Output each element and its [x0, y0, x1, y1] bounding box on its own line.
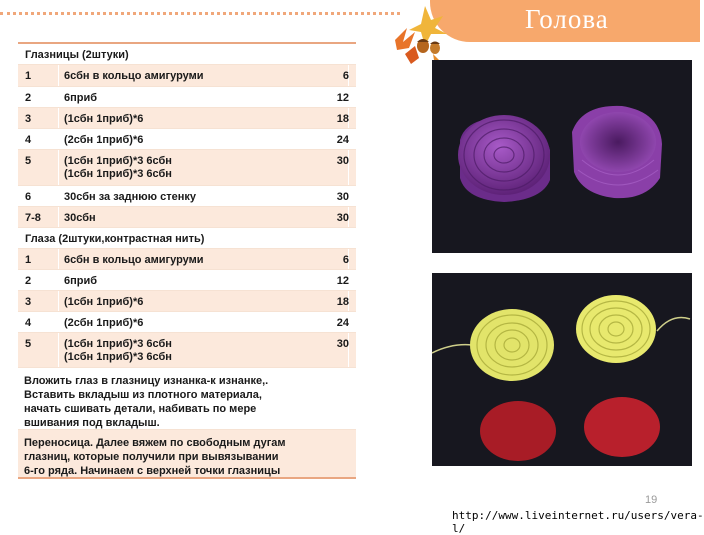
- table-bottom-border: [18, 477, 356, 479]
- table-row: 7-8 30сбн 30: [18, 206, 356, 227]
- instruction-assembly: Вложить глаз в глазницу изнанка-к изнанке,. Вставить вкладыш из плотного материала, начать сшивать детали, набивать по мере вшивания под вкладыш.: [18, 367, 356, 429]
- table-row: 3 (1сбн 1приб)*6 18: [18, 107, 356, 128]
- table-row: 2 6приб 12: [18, 86, 356, 107]
- pattern-table: [18, 42, 356, 478]
- section-header-eyes: Глаза (2штуки,контрастная нить): [18, 227, 356, 248]
- table-row: 5 (1сбн 1приб)*3 6сбн (1сбн 1приб)*3 6сбн 30: [18, 332, 356, 367]
- decorative-dotted-line: [0, 12, 400, 15]
- photo-eye-sockets: [432, 60, 692, 253]
- instruction-bridge: Переносица. Далее вяжем по свободным дугам глазниц, которые получили при вывязывании 6-го ряда. Начинаем с верхней точки глазницы: [18, 429, 356, 478]
- page-title: Голова: [525, 4, 609, 34]
- table-row: 6 30сбн за заднюю стенку 30: [18, 185, 356, 206]
- table-row: 1 6сбн в кольцо амигуруми 6: [18, 248, 356, 269]
- table-row: 2 6приб 12: [18, 269, 356, 290]
- section-header-eye-sockets: Глазницы (2штуки): [18, 42, 356, 64]
- title-banner: [430, 0, 700, 42]
- table-row: 1 6сбн в кольцо амигуруми 6: [18, 64, 356, 86]
- table-row: 3 (1сбн 1приб)*6 18: [18, 290, 356, 311]
- table-row: 4 (2сбн 1приб)*6 24: [18, 311, 356, 332]
- table-row: 4 (2сбн 1приб)*6 24: [18, 128, 356, 149]
- source-url: http://www.liveinternet.ru/users/vera-l/: [452, 509, 704, 535]
- photo-eyes-and-inserts: [432, 273, 692, 466]
- page-number: 19: [645, 494, 658, 506]
- table-row: 5 (1сбн 1приб)*3 6сбн (1сбн 1приб)*3 6сбн 30: [18, 149, 356, 185]
